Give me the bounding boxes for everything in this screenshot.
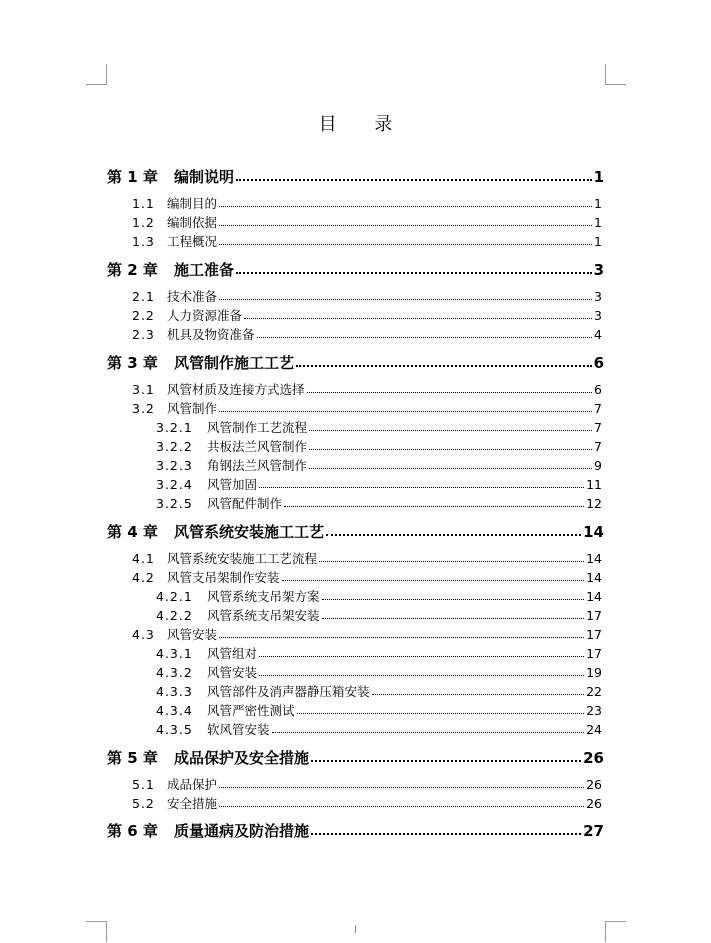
toc-page-number: 9 bbox=[594, 458, 602, 473]
toc-section-entry[interactable] bbox=[156, 498, 602, 511]
toc-entry-number: 5.2 bbox=[132, 796, 155, 811]
toc-chapter-entry[interactable] bbox=[107, 263, 604, 278]
toc-entry-title: 风管系统支吊架方案 bbox=[207, 589, 320, 604]
toc-section-entry[interactable] bbox=[156, 667, 602, 680]
toc-page-number: 26 bbox=[586, 777, 602, 792]
toc-page-number: 3 bbox=[594, 308, 602, 323]
toc-entry-title: 风管组对 bbox=[207, 646, 258, 661]
toc-entry-title: 角钢法兰风管制作 bbox=[207, 458, 308, 473]
toc-dot-leader bbox=[236, 272, 592, 274]
toc-section-entry[interactable] bbox=[156, 724, 602, 737]
toc-entry-title: 工程概况 bbox=[167, 234, 218, 249]
toc-section-entry[interactable] bbox=[132, 798, 602, 811]
toc-entry-number: 第 6 章 bbox=[107, 822, 158, 840]
toc-page-number: 7 bbox=[594, 401, 602, 416]
toc-dot-leader bbox=[259, 656, 584, 657]
toc-page-number: 14 bbox=[586, 570, 602, 585]
toc-entry-title: 风管安装 bbox=[207, 665, 258, 680]
toc-section-entry[interactable] bbox=[132, 403, 602, 416]
toc-dot-leader bbox=[284, 506, 584, 507]
toc-entry-number: 1.3 bbox=[132, 234, 155, 249]
toc-dot-leader bbox=[259, 487, 584, 488]
toc-dot-leader bbox=[297, 713, 585, 714]
toc-entry-number: 3.2.1 bbox=[156, 420, 193, 435]
toc-page-number: 17 bbox=[586, 646, 602, 661]
toc-dot-leader bbox=[311, 833, 581, 835]
toc-entry-number: 第 2 章 bbox=[107, 261, 158, 279]
toc-section-entry[interactable] bbox=[132, 217, 602, 230]
toc-section-entry[interactable] bbox=[156, 422, 602, 435]
toc-dot-leader bbox=[219, 299, 592, 300]
toc-entry-title: 机具及物资准备 bbox=[167, 327, 255, 342]
toc-section-entry[interactable] bbox=[132, 236, 602, 249]
toc-entry-number: 1.1 bbox=[132, 196, 155, 211]
toc-chapter-entry[interactable] bbox=[107, 170, 604, 185]
toc-section-entry[interactable] bbox=[156, 648, 602, 661]
toc-page-number: 3 bbox=[594, 289, 602, 304]
toc-entry-number: 4.3.4 bbox=[156, 703, 193, 718]
toc-dot-leader bbox=[322, 618, 585, 619]
toc-dot-leader bbox=[311, 760, 581, 762]
toc-entry-number: 5.1 bbox=[132, 777, 155, 792]
toc-entry-title: 风管部件及消声器静压箱安装 bbox=[207, 684, 370, 699]
toc-section-entry[interactable] bbox=[132, 629, 602, 642]
toc-entry-title: 风管系统安装施工工艺流程 bbox=[167, 551, 318, 566]
toc-entry-number: 第 4 章 bbox=[107, 523, 158, 541]
toc-section-entry[interactable] bbox=[132, 198, 602, 211]
toc-entry-title: 风管加固 bbox=[207, 477, 258, 492]
page-title: 目 录 bbox=[318, 114, 409, 135]
toc-entry-title: 成品保护及安全措施 bbox=[174, 749, 310, 767]
toc-entry-number: 4.3.5 bbox=[156, 722, 193, 737]
toc-entry-number: 3.2 bbox=[132, 401, 155, 416]
toc-page-number: 24 bbox=[586, 722, 602, 737]
toc-page-number: 14 bbox=[586, 589, 602, 604]
toc-page-number: 3 bbox=[593, 261, 604, 279]
toc-page-number: 26 bbox=[583, 749, 604, 767]
toc-page-number: 17 bbox=[586, 627, 602, 642]
toc-section-entry[interactable] bbox=[132, 310, 602, 323]
toc-entry-number: 3.2.2 bbox=[156, 439, 193, 454]
toc-entry-title: 安全措施 bbox=[167, 796, 218, 811]
toc-dot-leader bbox=[296, 365, 592, 367]
toc-dot-leader bbox=[282, 580, 585, 581]
toc-dot-leader bbox=[272, 732, 585, 733]
toc-page-number: 4 bbox=[594, 327, 602, 342]
toc-entry-number: 3.1 bbox=[132, 382, 155, 397]
toc-entry-title: 技术准备 bbox=[167, 289, 218, 304]
toc-entry-number: 4.2.1 bbox=[156, 589, 193, 604]
toc-entry-number: 3.2.5 bbox=[156, 496, 193, 511]
toc-dot-leader bbox=[259, 675, 584, 676]
toc-entry-title: 编制依据 bbox=[167, 215, 218, 230]
toc-entry-number: 4.3 bbox=[132, 627, 155, 642]
crop-mark-top-left bbox=[86, 64, 107, 85]
toc-dot-leader bbox=[244, 318, 592, 319]
toc-section-entry[interactable] bbox=[132, 329, 602, 342]
toc-entry-title: 编制说明 bbox=[174, 168, 235, 186]
toc-section-entry[interactable] bbox=[132, 291, 602, 304]
toc-section-entry[interactable] bbox=[132, 553, 602, 566]
toc-section-entry[interactable] bbox=[132, 572, 602, 585]
toc-dot-leader bbox=[307, 392, 593, 393]
toc-dot-leader bbox=[309, 468, 592, 469]
toc-entry-number: 4.3.3 bbox=[156, 684, 193, 699]
toc-entry-title: 风管制作 bbox=[167, 401, 218, 416]
crop-mark-bottom-right bbox=[605, 921, 626, 942]
toc-page-number: 22 bbox=[586, 684, 602, 699]
toc-section-entry[interactable] bbox=[156, 479, 602, 492]
toc-entry-title: 风管严密性测试 bbox=[207, 703, 295, 718]
toc-page-number: 6 bbox=[593, 354, 604, 372]
toc-section-entry[interactable] bbox=[156, 686, 602, 699]
toc-entry-title: 风管安装 bbox=[167, 627, 218, 642]
toc-entry-title: 软风管安装 bbox=[207, 722, 270, 737]
toc-page-number: 23 bbox=[586, 703, 602, 718]
toc-dot-leader bbox=[309, 449, 592, 450]
toc-entry-number: 4.3.2 bbox=[156, 665, 193, 680]
toc-dot-leader bbox=[322, 599, 585, 600]
toc-dot-leader bbox=[309, 430, 592, 431]
crop-mark-bottom-left bbox=[86, 921, 107, 942]
toc-entry-number: 2.2 bbox=[132, 308, 155, 323]
toc-page-number: 19 bbox=[586, 665, 602, 680]
page-footer-mark bbox=[355, 925, 356, 933]
toc-dot-leader bbox=[257, 337, 593, 338]
toc-entry-title: 风管制作施工工艺 bbox=[174, 354, 295, 372]
toc-page-number: 1 bbox=[594, 234, 602, 249]
toc-entry-number: 第 3 章 bbox=[107, 354, 158, 372]
toc-entry-number: 4.2.2 bbox=[156, 608, 193, 623]
toc-page-number: 6 bbox=[594, 382, 602, 397]
toc-section-entry[interactable] bbox=[132, 779, 602, 792]
toc-chapter-entry[interactable] bbox=[107, 525, 604, 540]
toc-page-number: 12 bbox=[586, 496, 602, 511]
toc-section-entry[interactable] bbox=[132, 384, 602, 397]
toc-section-entry[interactable] bbox=[156, 441, 602, 454]
toc-section-entry[interactable] bbox=[156, 591, 602, 604]
toc-entry-title: 风管材质及连接方式选择 bbox=[167, 382, 305, 397]
toc-chapter-entry[interactable] bbox=[107, 356, 604, 371]
toc-entry-number: 1.2 bbox=[132, 215, 155, 230]
toc-entry-number: 第 1 章 bbox=[107, 168, 158, 186]
toc-page-number: 17 bbox=[586, 608, 602, 623]
toc-page-number: 7 bbox=[594, 439, 602, 454]
toc-chapter-entry[interactable] bbox=[107, 751, 604, 766]
toc-entry-title: 风管支吊架制作安装 bbox=[167, 570, 280, 585]
toc-dot-leader bbox=[219, 206, 592, 207]
toc-entry-number: 4.3.1 bbox=[156, 646, 193, 661]
toc-entry-number: 3.2.4 bbox=[156, 477, 193, 492]
toc-entry-title: 共板法兰风管制作 bbox=[207, 439, 308, 454]
toc-dot-leader bbox=[219, 411, 592, 412]
toc-entry-number: 第 5 章 bbox=[107, 749, 158, 767]
toc-dot-leader bbox=[219, 787, 584, 788]
toc-page-number: 26 bbox=[586, 796, 602, 811]
toc-chapter-entry[interactable] bbox=[107, 824, 604, 839]
toc-entry-number: 3.2.3 bbox=[156, 458, 193, 473]
toc-dot-leader bbox=[219, 637, 584, 638]
toc-entry-number: 2.1 bbox=[132, 289, 155, 304]
toc-entry-number: 4.1 bbox=[132, 551, 155, 566]
toc-dot-leader bbox=[236, 179, 592, 181]
toc-entry-number: 2.3 bbox=[132, 327, 155, 342]
toc-entry-title: 编制目的 bbox=[167, 196, 218, 211]
toc-section-entry[interactable] bbox=[156, 610, 602, 623]
toc-entry-title: 人力资源准备 bbox=[167, 308, 243, 323]
toc-dot-leader bbox=[326, 534, 581, 536]
toc-page-number: 14 bbox=[586, 551, 602, 566]
toc-section-entry[interactable] bbox=[156, 705, 602, 718]
toc-entry-title: 风管系统安装施工工艺 bbox=[174, 523, 325, 541]
toc-page-number: 1 bbox=[594, 215, 602, 230]
toc-section-entry[interactable] bbox=[156, 460, 602, 473]
toc-entry-title: 风管制作工艺流程 bbox=[207, 420, 308, 435]
toc-page-number: 27 bbox=[583, 822, 604, 840]
toc-dot-leader bbox=[219, 806, 584, 807]
toc-entry-title: 施工准备 bbox=[174, 261, 235, 279]
toc-page-number: 14 bbox=[583, 523, 604, 541]
toc-dot-leader bbox=[372, 694, 585, 695]
toc-entry-title: 风管系统支吊架安装 bbox=[207, 608, 320, 623]
toc-dot-leader bbox=[219, 244, 592, 245]
toc-page-number: 7 bbox=[594, 420, 602, 435]
toc-page-number: 11 bbox=[586, 477, 602, 492]
toc-entry-title: 质量通病及防治措施 bbox=[174, 822, 310, 840]
toc-page-number: 1 bbox=[593, 168, 604, 186]
toc-dot-leader bbox=[219, 225, 592, 226]
crop-mark-top-right bbox=[605, 64, 626, 85]
toc-entry-number: 4.2 bbox=[132, 570, 155, 585]
toc-entry-title: 成品保护 bbox=[167, 777, 218, 792]
toc-dot-leader bbox=[319, 561, 584, 562]
toc-page-number: 1 bbox=[594, 196, 602, 211]
toc-entry-title: 风管配件制作 bbox=[207, 496, 283, 511]
